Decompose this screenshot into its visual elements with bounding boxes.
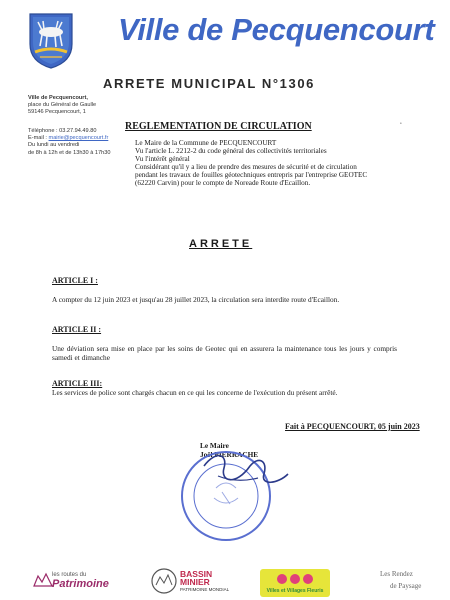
mayor-name: Joël PIERRACHE	[200, 450, 259, 459]
footer-logo-rendez-vous-paysage	[380, 570, 430, 596]
contact-email-label: E-mail :	[28, 135, 47, 142]
article-3-body: Les services de police sont chargés chacun en ce qui les concerne de l'exécution du présent arrêté.	[52, 388, 338, 397]
contact-sidebar	[28, 95, 123, 157]
signature	[198, 446, 294, 500]
preamble	[135, 139, 375, 188]
footer-logo-text: PATRIMOINE MONDIAL	[180, 587, 230, 592]
footer-logo-text: les routes du	[52, 572, 87, 578]
footer-logo-text: MINIER	[180, 577, 210, 587]
place-date: Fait à PECQUENCOURT, 05 juin 2023	[285, 422, 420, 431]
preamble-line: Vu l'intérêt général	[135, 155, 190, 164]
regulation-title: REGLEMENTATION DE CIRCULATION	[125, 121, 312, 132]
preamble-considering: Considérant qu'il y a lieu de prendre des mesures de sécurité et de circulation pendant les travaux de fouilles géotechniques entrepris par l'entreprise GEOTEC (62220 Carvin) pour le compte de Noreade Route d'Ecaillon.	[135, 163, 368, 188]
article-3-title: ARTICLE III:	[52, 379, 103, 388]
article-2-body: Une déviation sera mise en place par les soins de Geotec qui en assurera la maintenance tous les jours y compris samedi et dimanche	[52, 344, 397, 362]
article-1-body: A compter du 12 juin 2023 et jusqu'au 28 juillet 2023, la circulation sera interdite route d'Ecaillon.	[52, 295, 340, 304]
contact-line: Ville de Pecquencourt,	[28, 95, 88, 101]
city-title: Ville de Pecquencourt	[118, 12, 435, 47]
footer-logo-text: Les Rendez	[380, 570, 413, 578]
contact-email-link[interactable]: mairie@pecquencourt.fr	[48, 135, 109, 142]
footer-logo-text: Villes et Villages Fleuris	[266, 588, 324, 594]
footer-logo-text: BASSIN	[180, 569, 213, 579]
contact-line: 59146 Pecquencourt, 1	[28, 109, 86, 116]
margin-mark: •	[400, 122, 402, 127]
footer-logo-villes-fleuris	[260, 569, 330, 597]
contact-hours: de 8h à 12h et de 13h30 à 17h30	[28, 149, 111, 156]
article-1-title: ARTICLE I :	[52, 276, 98, 285]
decision-heading: ARRETE	[189, 238, 253, 250]
article-2-title: ARTICLE II :	[52, 325, 102, 334]
contact-phone: Téléphone : 03.27.94.49.80	[28, 128, 97, 135]
mayor-title: Le Maire	[200, 441, 229, 450]
footer-logo-text: de Paysage	[390, 582, 422, 590]
city-crest-logo	[28, 12, 74, 70]
footer-logo-bassin-minier	[150, 566, 230, 596]
preamble-line: Le Maire de la Commune de PECQUENCOURT	[135, 139, 277, 147]
footer-logo-text: Patrimoine	[52, 578, 109, 590]
arrete-title: ARRETE MUNICIPAL N°1306	[103, 76, 315, 91]
contact-hours: Du lundi au vendredi	[28, 142, 80, 149]
footer-logo-patrimoine	[32, 566, 114, 594]
preamble-line: Vu l'article L. 2212-2 du code général des collectivités territoriales	[135, 147, 327, 156]
contact-line: place du Général de Gaulle	[28, 102, 97, 109]
